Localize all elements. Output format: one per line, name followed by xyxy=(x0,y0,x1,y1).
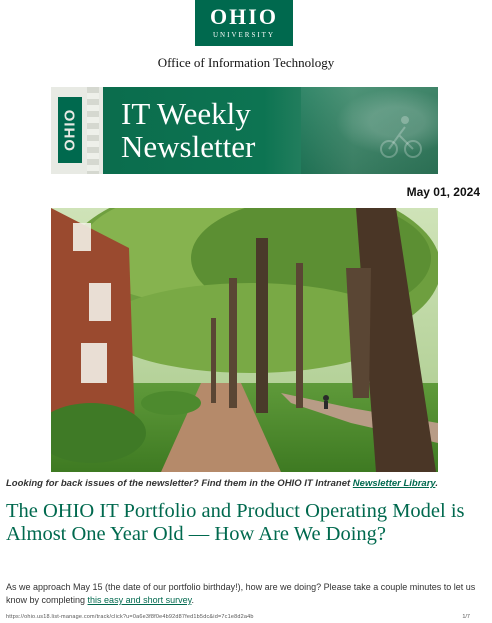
banner-left-strip xyxy=(51,87,103,174)
newsletter-library-link[interactable]: Newsletter Library xyxy=(352,478,436,489)
article-body-end: . xyxy=(191,595,194,605)
caption-end: . xyxy=(435,478,438,489)
banner-title-line2: Newsletter xyxy=(121,129,256,164)
cyclist-silhouette-icon xyxy=(301,87,438,174)
logo-main-text: OHIO xyxy=(210,4,278,29)
article-headline: The OHIO IT Portfolio and Product Operating Model is Almost One Year Old — How Are We Doing? xyxy=(6,500,465,545)
article-body xyxy=(6,581,486,607)
footer-url: https://ohio.us18.list-manage.com/track/click?u=0a6e3f8f0e4b92d87fed1b5dc&id=7c1e8d2a4b xyxy=(6,614,254,620)
caption-text: Looking for back issues of the newsletter? Find them in the OHIO IT Intranet xyxy=(6,478,353,489)
issue-date: May 01, 2024 xyxy=(406,185,480,199)
office-name: Office of Information Technology xyxy=(157,55,335,70)
campus-trees-photo xyxy=(51,208,438,472)
page-number: 1/7 xyxy=(462,614,470,620)
banner-vertical-logo: OHIO xyxy=(58,97,82,163)
back-issues-caption xyxy=(6,478,438,489)
ohio-university-logo[interactable] xyxy=(195,0,293,46)
logo-sub-text: UNIVERSITY xyxy=(213,31,275,39)
banner-campus-photo xyxy=(301,87,438,174)
banner-title-line1: IT Weekly xyxy=(121,96,251,131)
article-body-start: As we approach May 15 (the date of our portfolio birthday!), how are we doing? Please take a couple minutes to let us know by completing xyxy=(6,582,476,605)
survey-link[interactable]: this easy and short survey xyxy=(87,595,192,605)
banner-title xyxy=(121,97,255,163)
newsletter-banner xyxy=(51,87,438,174)
campus-scene-illustration xyxy=(51,208,438,472)
banner-building-texture xyxy=(87,87,99,174)
